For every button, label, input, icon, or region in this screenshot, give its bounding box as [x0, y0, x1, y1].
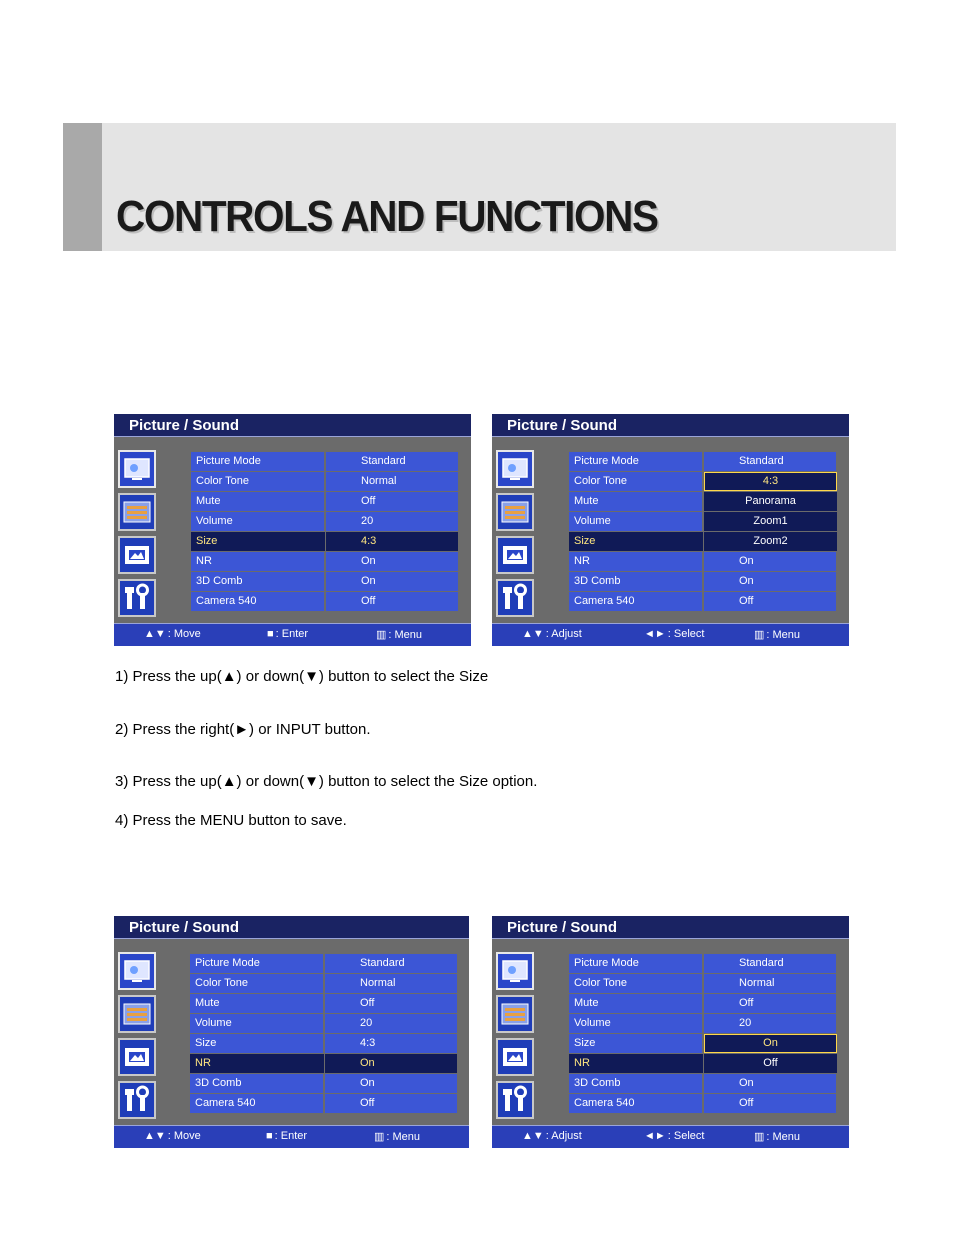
setting-row[interactable] [569, 954, 838, 974]
up-down-arrow-icon: ▲▼ [522, 1130, 544, 1142]
size-option[interactable]: On [704, 1034, 837, 1053]
osd-settings-grid [190, 954, 459, 1114]
menu-bars-icon: ▥ [754, 629, 765, 641]
menu-bars-icon: ▥ [374, 1131, 385, 1143]
up-down-arrow-icon: ▲▼ [144, 1130, 166, 1142]
osd-sidebar [492, 442, 537, 620]
setting-label: 3D Comb [569, 1074, 703, 1093]
footer-menu [374, 1130, 420, 1143]
setting-row[interactable] [569, 1094, 838, 1114]
footer-adjust [522, 1130, 582, 1142]
sound-equalizer-icon[interactable] [496, 995, 534, 1033]
setting-label: Color Tone [190, 974, 324, 993]
setting-value: Normal [326, 472, 459, 491]
setting-label: Size [190, 1034, 324, 1053]
setting-value: Standard [326, 452, 459, 471]
setting-label: Volume [191, 512, 325, 531]
footer-menu [754, 1130, 800, 1143]
osd-menu-nr-select [114, 916, 469, 1148]
osd-footer [492, 1125, 849, 1148]
setting-row[interactable] [569, 1014, 838, 1034]
footer-enter-label: : Enter [274, 1130, 308, 1142]
step-4: 4) Press the MENU button to save. [115, 812, 347, 829]
setting-label: 3D Comb [191, 572, 325, 591]
setting-row[interactable] [190, 974, 459, 994]
setting-label: Picture Mode [569, 452, 703, 471]
setup-tools-icon[interactable] [118, 1081, 156, 1119]
enter-square-icon: ■ [267, 628, 274, 640]
setting-value: On [704, 552, 837, 571]
setting-value: 20 [704, 1014, 837, 1033]
setting-row[interactable] [191, 472, 460, 492]
setting-label: Mute [191, 492, 325, 511]
osd-title: Picture / Sound [492, 916, 849, 939]
setting-label: Camera 540 [569, 592, 703, 611]
picture-tv-icon[interactable] [496, 952, 534, 990]
osd-menu-nr-options [492, 916, 849, 1148]
left-right-arrow-icon: ◄► [644, 628, 666, 640]
setting-label: Volume [569, 1014, 703, 1033]
osd-settings-grid [569, 452, 838, 612]
enter-square-icon: ■ [266, 1130, 273, 1142]
page-title: CONTROLS AND FUNCTIONS [116, 192, 658, 241]
osd-settings-grid [569, 954, 838, 1114]
setting-value: Off [325, 1094, 458, 1113]
screen-image-icon[interactable] [118, 1038, 156, 1076]
footer-move-label: : Move [167, 1130, 201, 1142]
footer-select [644, 628, 704, 640]
setting-row[interactable] [190, 1014, 459, 1034]
setting-row[interactable] [569, 552, 838, 572]
setting-label: Mute [569, 994, 703, 1013]
footer-move-label: : Move [167, 628, 201, 640]
setting-value: 20 [325, 1014, 458, 1033]
setting-row[interactable] [191, 492, 460, 512]
setting-row[interactable] [569, 572, 838, 592]
osd-title: Picture / Sound [114, 916, 469, 939]
setting-row[interactable] [191, 572, 460, 592]
setting-value: On [704, 572, 837, 591]
setting-value: Off [704, 1094, 837, 1113]
setting-row[interactable] [191, 552, 460, 572]
osd-footer [492, 623, 849, 646]
sound-equalizer-icon[interactable] [118, 493, 156, 531]
footer-select-label: : Select [667, 1130, 705, 1142]
setting-row[interactable] [569, 592, 838, 612]
setting-row[interactable] [191, 512, 460, 532]
footer-menu-label: : Menu [766, 1131, 801, 1143]
setting-row[interactable] [190, 994, 459, 1014]
size-option[interactable]: 4:3 [704, 472, 837, 491]
menu-bars-icon: ▥ [754, 1131, 765, 1143]
osd-sidebar [114, 442, 159, 620]
picture-tv-icon[interactable] [496, 450, 534, 488]
setting-value: 4:3 [325, 1034, 458, 1053]
setting-label: Picture Mode [190, 954, 324, 973]
setting-label: Volume [569, 512, 703, 531]
header-tab-accent [63, 123, 102, 251]
setting-label: Camera 540 [191, 592, 325, 611]
picture-tv-icon[interactable] [118, 952, 156, 990]
picture-tv-icon[interactable] [118, 450, 156, 488]
footer-select [644, 1130, 704, 1142]
up-down-arrow-icon: ▲▼ [522, 628, 544, 640]
setting-value: Off [704, 592, 837, 611]
setting-row[interactable] [191, 532, 460, 552]
setting-row[interactable] [569, 974, 838, 994]
osd-title: Picture / Sound [114, 414, 471, 437]
left-right-arrow-icon: ◄► [644, 1130, 666, 1142]
setting-value: Off [326, 592, 459, 611]
setup-tools-icon[interactable] [496, 1081, 534, 1119]
setting-value: Off [704, 994, 837, 1013]
osd-sidebar [114, 944, 159, 1122]
osd-footer [114, 623, 471, 646]
setting-label: Mute [190, 994, 324, 1013]
setting-value: On [704, 1074, 837, 1093]
footer-enter [266, 1130, 307, 1142]
setting-label: Size [569, 1034, 703, 1053]
setting-value: Off [326, 492, 459, 511]
step-1: 1) Press the up(▲) or down(▼) button to select the Size [115, 668, 489, 685]
setting-label: NR [569, 552, 703, 571]
up-down-arrow-icon: ▲▼ [144, 628, 166, 640]
step-3: 3) Press the up(▲) or down(▼) button to select the Size option. [115, 773, 538, 790]
setting-label: Color Tone [191, 472, 325, 491]
osd-menu-size-options [492, 414, 849, 646]
setting-value: On [326, 552, 459, 571]
footer-menu [376, 628, 422, 641]
step-2: 2) Press the right(►) or INPUT button. [115, 721, 371, 738]
setting-value: Standard [325, 954, 458, 973]
osd-footer [114, 1125, 469, 1148]
setting-label: Size [569, 532, 703, 551]
footer-select-label: : Select [667, 628, 705, 640]
footer-menu-label: : Menu [766, 629, 801, 641]
setting-label: NR [191, 552, 325, 571]
setting-label: NR [569, 1054, 703, 1073]
setting-row[interactable] [569, 994, 838, 1014]
size-option[interactable]: Off [704, 1054, 837, 1073]
setting-label: NR [190, 1054, 324, 1073]
setting-row[interactable] [190, 1074, 459, 1094]
setting-value: On [325, 1054, 458, 1073]
setting-label: Size [191, 532, 325, 551]
setting-value: Normal [325, 974, 458, 993]
osd-menu-size-select [114, 414, 471, 646]
setting-row[interactable] [190, 1054, 459, 1074]
setting-value: 20 [326, 512, 459, 531]
footer-menu-label: : Menu [388, 629, 423, 641]
size-option[interactable]: Panorama [704, 492, 837, 511]
setting-value: On [325, 1074, 458, 1093]
screen-image-icon[interactable] [496, 1038, 534, 1076]
setting-label: Mute [569, 492, 703, 511]
setup-tools-icon[interactable] [118, 579, 156, 617]
setting-value: On [326, 572, 459, 591]
setting-value: 4:3 [326, 532, 459, 551]
size-option[interactable]: Zoom1 [704, 512, 837, 531]
screen-image-icon[interactable] [496, 536, 534, 574]
osd-title: Picture / Sound [492, 414, 849, 437]
footer-adjust-label: : Adjust [545, 1130, 582, 1142]
size-option[interactable]: Zoom2 [704, 532, 837, 551]
setting-label: 3D Comb [190, 1074, 324, 1093]
setting-row[interactable] [190, 1034, 459, 1054]
setting-value: Standard [704, 452, 837, 471]
osd-settings-grid [191, 452, 460, 612]
footer-menu-label: : Menu [386, 1131, 421, 1143]
setting-row[interactable] [190, 954, 459, 974]
sound-equalizer-icon[interactable] [118, 995, 156, 1033]
setting-row[interactable] [569, 452, 838, 472]
screen-image-icon[interactable] [118, 536, 156, 574]
footer-move [144, 628, 201, 640]
menu-bars-icon: ▥ [376, 629, 387, 641]
osd-sidebar [492, 944, 537, 1122]
setting-row[interactable] [191, 592, 460, 612]
setting-value: Standard [704, 954, 837, 973]
setting-label: Color Tone [569, 974, 703, 993]
setting-label: Camera 540 [569, 1094, 703, 1113]
sound-equalizer-icon[interactable] [496, 493, 534, 531]
setting-label: Color Tone [569, 472, 703, 491]
footer-adjust-label: : Adjust [545, 628, 582, 640]
footer-move [144, 1130, 201, 1142]
setting-value: Normal [704, 974, 837, 993]
footer-enter-label: : Enter [275, 628, 309, 640]
setting-label: Picture Mode [191, 452, 325, 471]
setting-label: Camera 540 [190, 1094, 324, 1113]
footer-adjust [522, 628, 582, 640]
footer-enter [267, 628, 308, 640]
setting-row[interactable] [569, 1074, 838, 1094]
setup-tools-icon[interactable] [496, 579, 534, 617]
setting-value: Off [325, 994, 458, 1013]
setting-label: 3D Comb [569, 572, 703, 591]
setting-label: Volume [190, 1014, 324, 1033]
setting-row[interactable] [190, 1094, 459, 1114]
footer-menu [754, 628, 800, 641]
setting-label: Picture Mode [569, 954, 703, 973]
setting-row[interactable] [191, 452, 460, 472]
